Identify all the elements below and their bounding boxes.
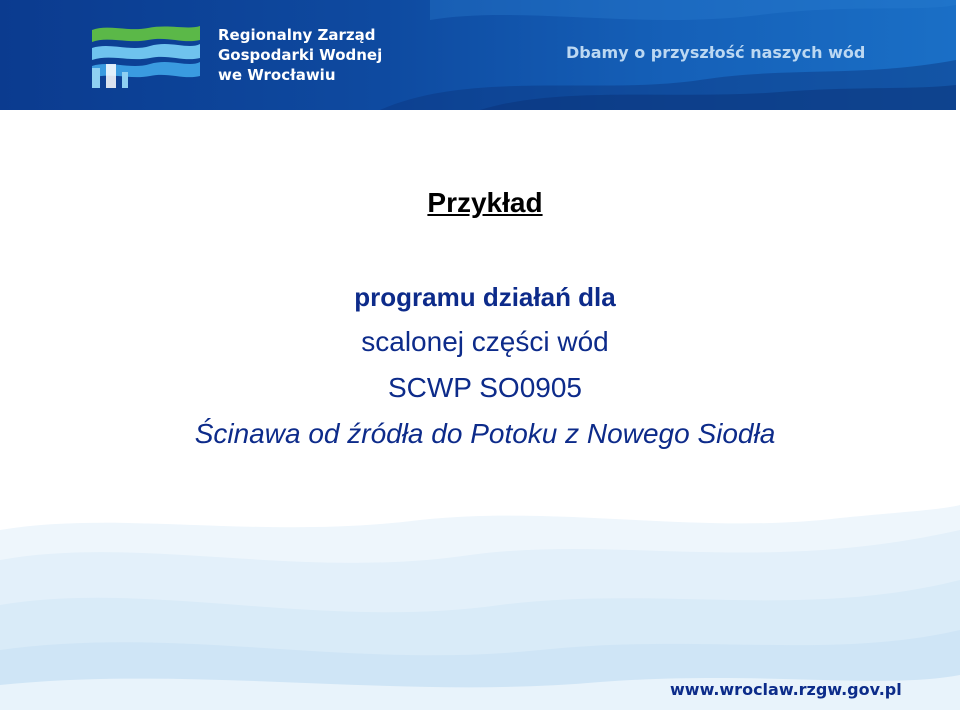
org-name-line1: Regionalny Zarząd <box>218 26 376 44</box>
organization-name <box>218 25 382 85</box>
text-line-river-name: Ścinawa od źródła do Potoku z Nowego Siodła <box>194 418 776 449</box>
website-link[interactable]: www.wroclaw.rzgw.gov.pl <box>670 680 902 699</box>
text-line-code: SCWP SO0905 <box>387 372 583 403</box>
header-banner <box>0 0 956 110</box>
org-name-line2: Gospodarki Wodnej <box>218 46 383 64</box>
text-line-water-body: scalonej części wód <box>361 326 609 357</box>
rzgw-logo-icon <box>88 22 203 90</box>
slogan: Dbamy o przyszłość naszych wód <box>566 43 866 62</box>
subtitle: programu działań dla <box>354 282 616 312</box>
page-heading: Przykład <box>427 187 543 218</box>
footer-waves-decoration <box>0 500 960 710</box>
org-name-line3: we Wrocławiu <box>218 66 336 84</box>
